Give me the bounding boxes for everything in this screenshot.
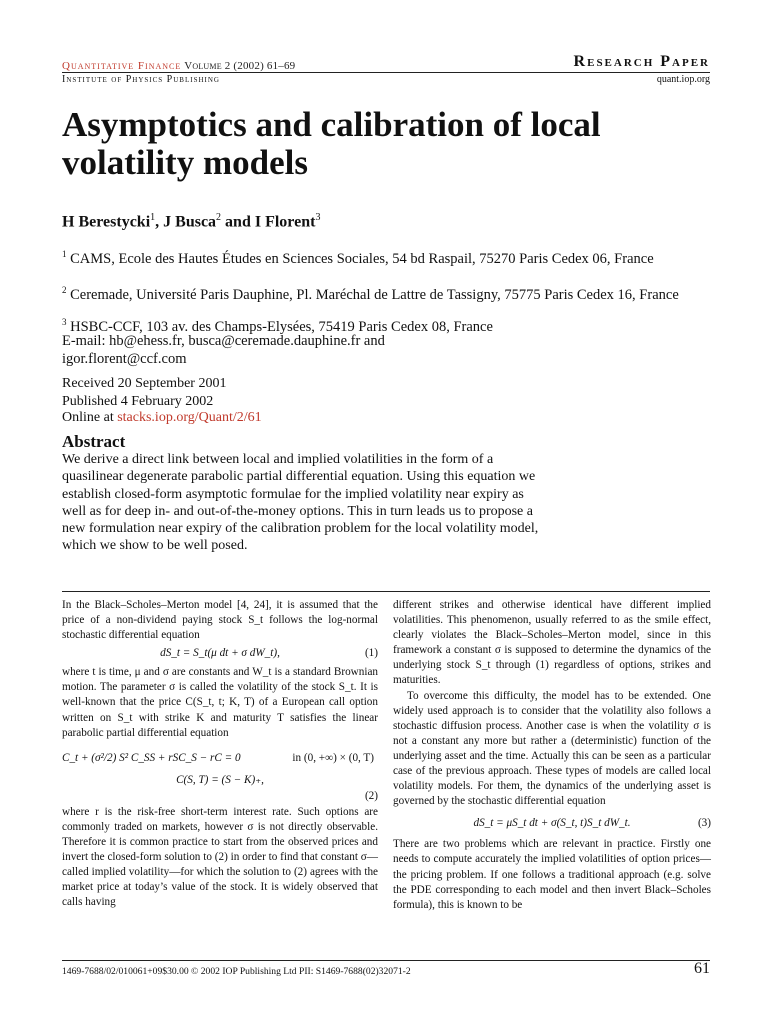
equation-3 [393,809,711,837]
equation-number: (2) [364,789,378,802]
received-date: Received 20 September 2001 [62,376,227,391]
equation-number: (3) [697,817,711,830]
published-date: Published 4 February 2002 [62,394,214,409]
affiliation [62,281,702,304]
section-rule [62,591,710,592]
equation-2b [62,771,378,805]
online-line [62,410,262,426]
author-affiliation-mark: 3 [315,212,321,223]
abstract-heading: Abstract [62,432,126,451]
paragraph: where r is the risk-free short-term interest rate. Such options are commonly traded on markets, however σ is not directly observable. Therefore it is common practice to start from the observed prices and invert the closed-form solution to (2) in order to find that constant σ—called implied volatility—for which the solution to (2) agrees with the market price at today’s value of the stock. It is widely observed that calls having [62,805,378,909]
paragraph: There are two problems which are relevant in practice. Firstly one needs to compute accurately the implied volatilities of option prices—the pricing problem. If one follows a traditional approach (e.g. solve the PDE corresponding to each model and then invert Black–Scholes formula), this is known to be [393,838,711,911]
equation-2a [62,741,378,771]
equation-1 [62,643,378,665]
author-separator: and [221,213,255,231]
online-prefix: Online at [62,410,118,425]
paragraph: different strikes and otherwise identical have different implied volatilities. This phenomenon, usually referred to as the smile effect, clearly violates the Black–Scholes–Merton model, since in this framework a constant σ is supposed to determine the dynamics of the underlying stock S_t through (1) regardless of options, strikes and maturities. [393,599,711,687]
equation-domain: in (0, +∞) × (0, T) [292,751,374,764]
affiliation-text: Ceremade, Université Paris Dauphine, Pl. Maréchal de Lattre de Tassigny, 75775 Paris Cedex 16, France [70,286,679,303]
footer-rule [62,960,710,961]
journal-header [62,60,295,72]
affiliation-text: HSBC-CCF, 103 av. des Champs-Elysées, 75419 Paris Cedex 08, France [70,318,493,335]
article-type: Research Paper [573,53,710,70]
publisher: Institute of Physics Publishing [62,74,220,85]
header-rule [62,72,710,73]
paragraph: To overcome this difficulty, the model has to be extended. One widely used approach is to consider that the volatility also follows a stochastic diffusion process. Another case is when the volatility σ is not a constant any more but rather a (deterministic) function of the underlying asset and the time. Actually this can be seen as a particular case of the previous approach. These types of models are called local volatility models. For them, the dynamics of the underlying asset is governed by the stochastic differential equation [393,689,711,808]
abstract-text: We derive a direct link between local and implied volatilities in the form of a quasilinear degenerate parabolic partial differential equation. Using this equation we establish closed-form asymptotic formulae for the implied volatility near expiry as well as for deep in- and out-of-the-money options. This in turn leads us to propose a new formulation near expiry of the calibration problem for the local volatility model, which we show to be well posed. [62,452,539,554]
footer-copyright: 1469-7688/02/010061+09$30.00 © 2002 IOP Publishing Ltd PII: S1469-7688(02)32071-2 [62,966,411,977]
affiliation-number: 3 [62,317,67,327]
paper-title: Asymptotics and calibration of local volatility models [62,105,601,182]
equation-body: dS_t = S_t(μ dt + σ dW_t), [160,647,280,660]
affiliation-number: 1 [62,249,67,259]
author-list [62,212,320,231]
equation-number: (1) [364,647,378,660]
author-affiliation-mark: 2 [216,212,222,223]
equation-body: C(S, T) = (S − K)₊, [176,773,264,786]
email: E-mail: hb@ehess.fr, busca@ceremade.dauphine.fr and igor.florent@ccf.com [62,333,385,367]
affiliation-number: 2 [62,285,67,295]
author-name: H Berestycki [62,213,151,231]
journal-name: Quantitative Finance [62,60,182,72]
author-name: I Florent [254,213,316,231]
left-column [62,598,378,910]
page-number: 61 [694,960,710,977]
right-column [393,598,711,913]
paragraph: where t is time, μ and σ are constants and W_t is a standard Brownian motion. The parameter σ is called the volatility of the stock S_t. It is well-known that the price C(S_t, t; K, T) of a European call option written on S_t with strike K and maturity T satisfies the linear parabolic partial differential equation [62,666,378,739]
affiliation [62,245,702,268]
paragraph: In the Black–Scholes–Merton model [4, 24], it is assumed that the price of a non-dividend paying stock S_t follows the log-normal stochastic differential equation [62,599,378,642]
equation-body: C_t + (σ²/2) S² C_SS + rSC_S − rC = 0 [62,751,241,764]
equation-body: dS_t = μS_t dt + σ(S_t, t)S_t dW_t. [473,817,631,830]
journal-url: quant.iop.org [656,74,710,85]
author-name: J Busca [163,213,217,231]
online-link[interactable]: stacks.iop.org/Quant/2/61 [117,410,262,425]
author-affiliation-mark: 1 [150,212,156,223]
journal-volume: Volume 2 (2002) 61–69 [184,60,296,72]
author-separator: , [155,213,164,231]
affiliation-text: CAMS, Ecole des Hautes Études en Sciences Sociales, 54 bd Raspail, 75270 Paris Cedex 06, France [70,250,654,267]
